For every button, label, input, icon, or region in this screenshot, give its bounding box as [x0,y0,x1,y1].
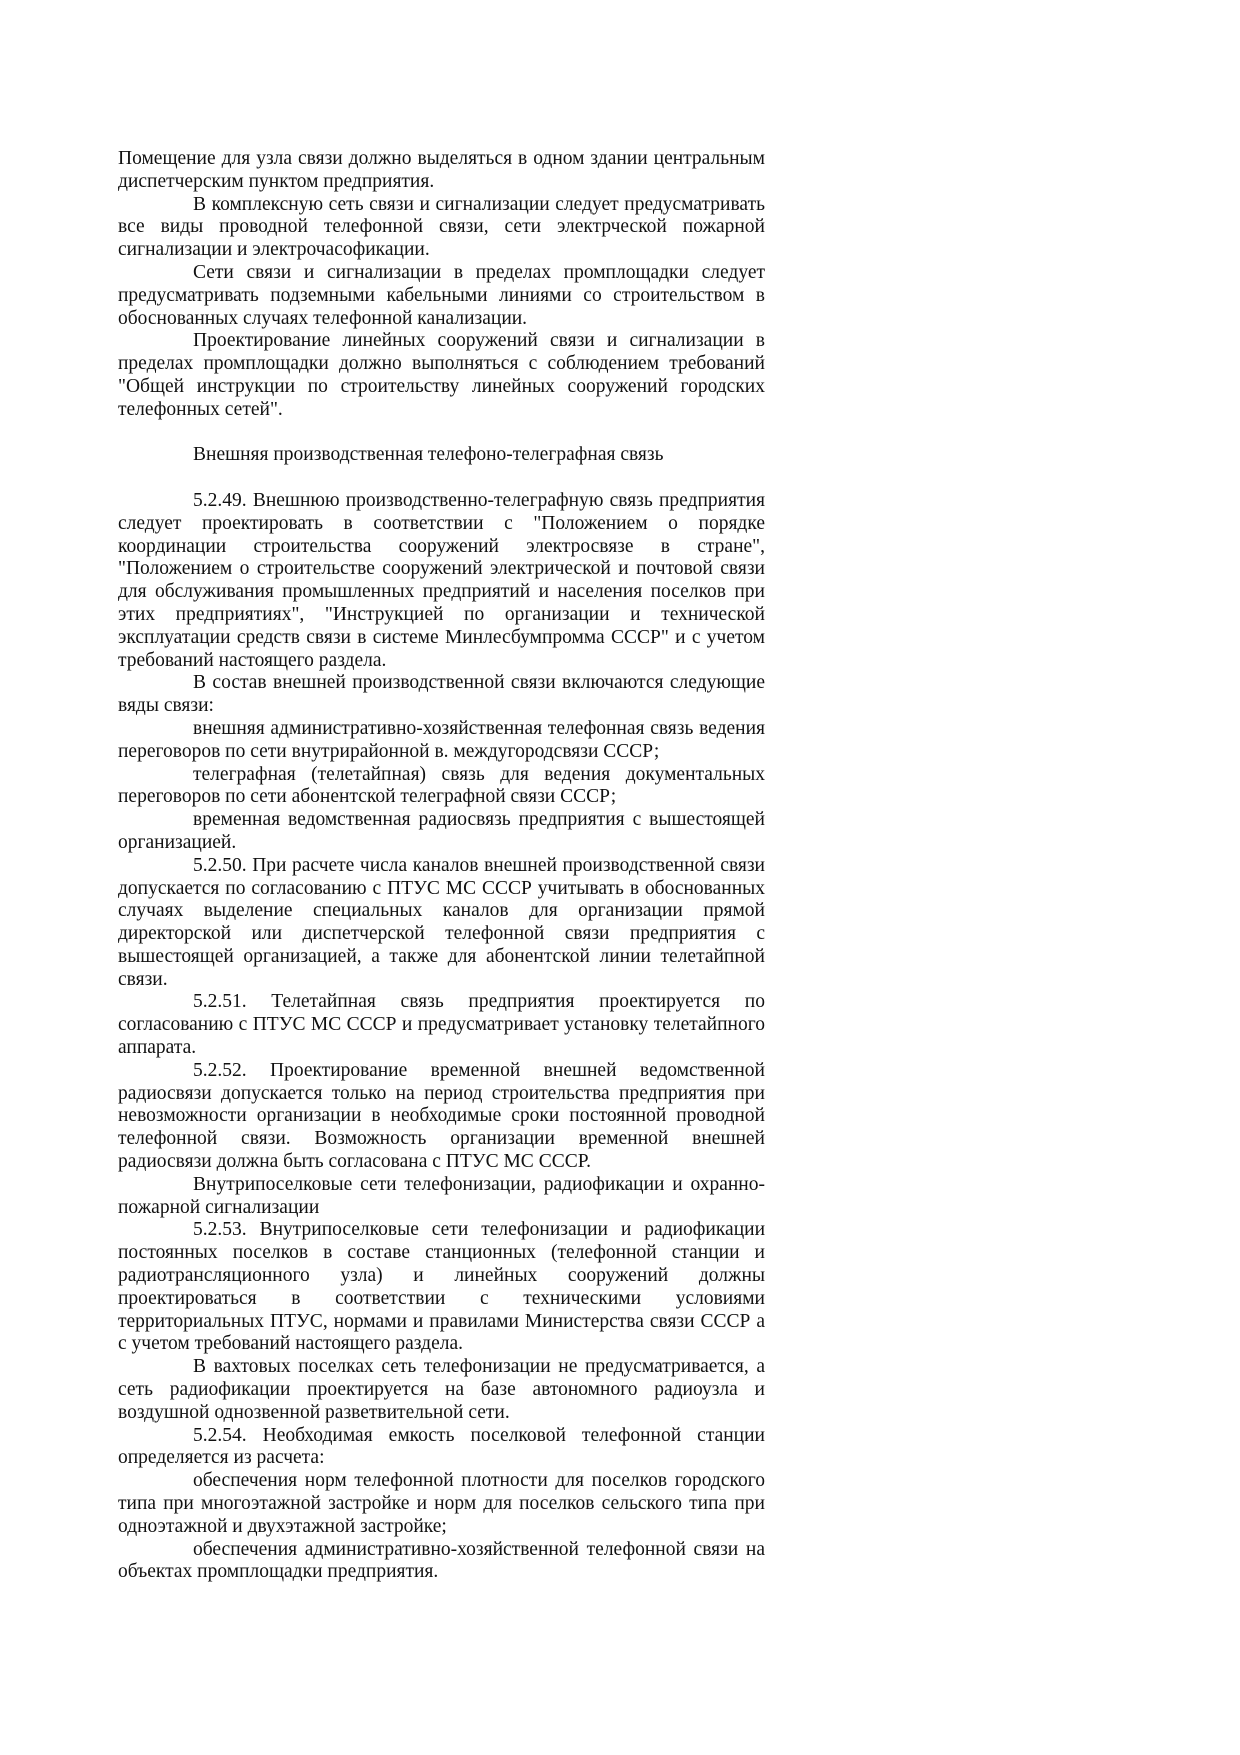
paragraph-7: В состав внешней производственной связи включаются следующие вяды связи: [118,672,765,717]
paragraph-1: Помещение для узла связи должно выделяться в одном здании центральным диспетчерским пунктом предприятия. [118,148,765,192]
section-heading-external-communication: Внешняя производственная телефоно-телеграфная связь [193,444,664,466]
paragraph-4: Проектирование линейных сооружений связи и сигнализации в пределах промплощадки должно выполняться с соблюдением требований "Общей инструкции по строительству линейных сооружений городских телефонных сетей". [118,330,765,420]
paragraph-5-2-50: 5.2.50. При расчете числа каналов внешней производственной связи допускается по согласованию с ПТУС МС СССР учитывать в обоснованных случаях выделение специальных каналов для организации прямой директорской или диспетчерской телефонной связи предприятия с вышестоящей организацией, а также для абонентской линии телетайпной связи. [118,854,765,990]
paragraph-5-2-49: 5.2.49. Внешнюю производственно-телеграфную связь предприятия следует проектировать в соответствии с "Положением о порядке координации строительства сооружений электросвязе в стране", "Положением о строительстве сооружений электрической и почтовой связи для обслуживания промышленных предприятий и населения поселков при этих предприятиях", "Инструкцией по организации и технической эксплуатации средств связи в системе Минлесбумпромма СССР" и с учетом требований настоящего раздела. [118,489,765,671]
document-page [118,148,765,1584]
paragraph-9: телеграфная (телетайпная) связь для ведения документальных переговоров по сети абонентской телеграфной связи СССР; [118,763,765,808]
paragraph-18: обеспечения норм телефонной плотности для поселков городского типа при многоэтажной застройке и норм для поселков сельского типа при одноэтажной и двухэтажной застройке; [118,1470,765,1537]
paragraph-16: В вахтовых поселках сеть телефонизации не предусматривается, а сеть радиофикации проектируется на базе автономного радиоузла и воздушной однозвенной разветвительной сети. [118,1356,765,1423]
paragraph-5-2-51: 5.2.51. Телетайпная связь предприятия проектируется по согласованию с ПТУС МС СССР и предусматривает установку телетайпного аппарата. [118,991,765,1059]
paragraph-3: Сети связи и сигнализации в пределах промплощадки следует предусматривать подземными кабельными линиями со строительством в обоснованных случаях телефонной канализации. [118,261,765,329]
paragraph-8: внешняя административно-хозяйственная телефонная связь ведения переговоров по сети внутрирайонной в. междугородсвязи СССР; [118,717,765,762]
paragraph-10: временная ведомственная радиосвязь предприятия с вышестоящей организацией. [118,809,765,853]
paragraph-2: В комплексную сеть связи и сигнализации следует предусматривать все виды проводной телефонной связи, сети электрческой пожарной сигнализации и электрочасофикации. [118,193,765,261]
paragraph-5-2-53: 5.2.53. Внутрипоселковые сети телефонизации и радиофикации постоянных поселков в составе станционных (телефонной станции и радиотрансляционного узла) и линейных сооружений должны проектироваться в соответствии с техническими условиями территориальных ПТУС, нормами и правилами Министерства связи СССР а с учетом требований настоящего раздела. [118,1219,765,1355]
paragraph-5-2-52: 5.2.52. Проектирование временной внешней ведомственной радиосвязи допускается только на период строительства предприятия при невозможности организации в необходимые сроки постоянной проводной телефонной связи. Возможность организации временной внешней радиосвязи должна быть согласована с ПТУС МС СССР. [118,1059,765,1173]
section-heading-village-networks: Внутрипоселковые сети телефонизации, радиофикации и охранно-пожарной сигнализации [118,1173,765,1218]
paragraph-5-2-54: 5.2.54. Необходимая емкость поселковой телефонной станции определяется из расчета: [118,1424,765,1469]
paragraph-19: обеспечения административно-хозяйственной телефонной связи на объектах промплощадки предприятия. [118,1538,765,1583]
